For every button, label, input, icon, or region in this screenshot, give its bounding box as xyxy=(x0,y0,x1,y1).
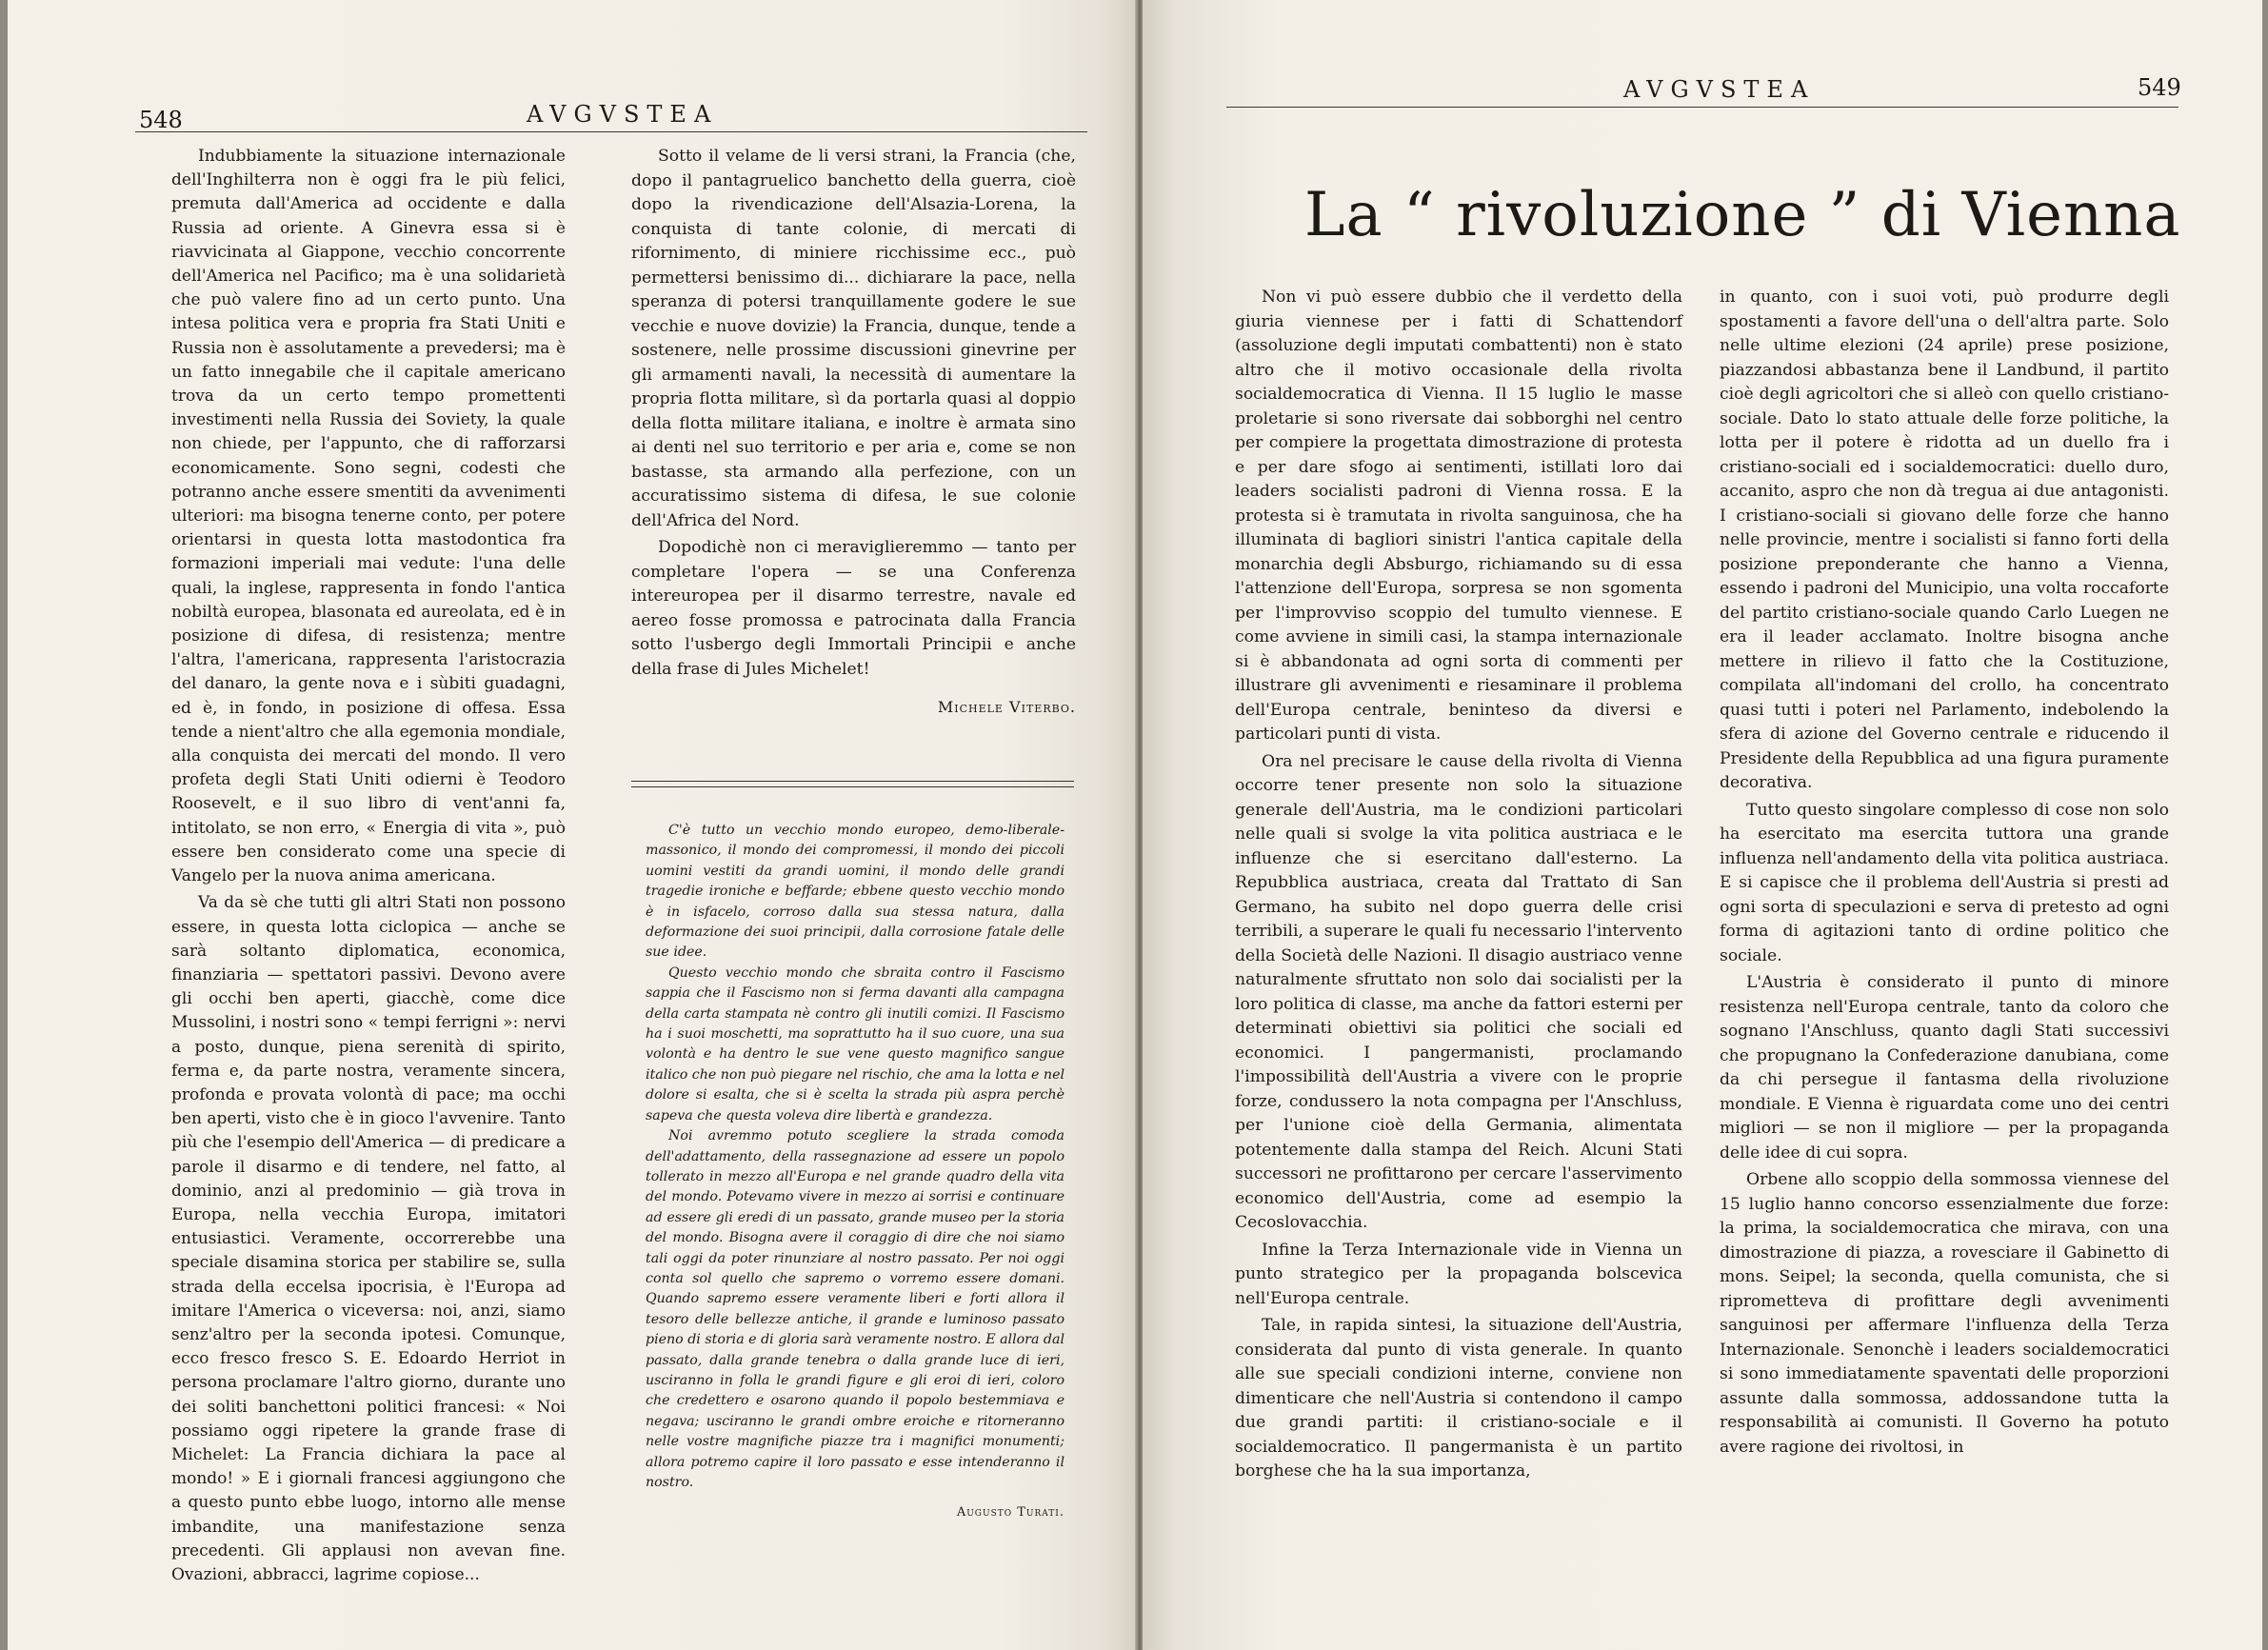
right-column-2 xyxy=(1720,286,2169,1460)
article-title: La “ rivoluzione ” di Vienna xyxy=(1304,180,2181,250)
italic-quote-block xyxy=(646,821,1064,1523)
paragraph: Infine la Terza Internazionale vide in Vienna un punto strategico per la propaganda bolscevica nell'Europa centrale. xyxy=(1235,1240,1682,1308)
paragraph: Sotto il velame de li versi strani, la Francia (che, dopo il pantagruelico banchetto della guerra, cioè dopo la rivendicazione dell'Alsazia-Lorena, la conquista di tante colonie, di mercati di rifornimento, di miniere ricchissime ecc., può permettersi benissimo di... dichiarare la pace, nella speranza di potersi tranquillamente godere le sue vecchie e nuove dovizie) la Francia, dunque, tende a sostenere, nelle prossime discussioni ginevrine per gli armamenti navali, la necessità di aumentare la propria flotta militare, sì da portarla quasi al doppio della flotta militare italiana, e inoltre è armata sino ai denti nel suo territorio e per aria e, come se non bastasse, sta armando alla perfezione, con un accuratissimo sistema di difesa, le sue colonie dell'Africa del Nord. xyxy=(631,147,1076,530)
left-column-1 xyxy=(171,145,566,1587)
quote-paragraph: Questo vecchio mondo che sbraita contro il Fascismo sappia che il Fascismo non si ferma davanti alla campagna della carta stampata nè contro gli inutili comizi. Il Fascismo ha i suoi moschetti, ma soprattutto ha il suo cuore, una sua volontà e ha dentro le sue vene questo magnifico sangue italico che non può piegare nel rischio, che ama la lotta e nel dolore si esalta, che si è scelta la strada più aspra perchè sapeva che questa voleva dire libertà e grandezza. xyxy=(646,964,1064,1123)
right-column-1 xyxy=(1235,286,1682,1484)
divider-rule xyxy=(631,781,1074,782)
paragraph: in quanto, con i suoi voti, può produrre degli spostamenti a favore dell'una o dell'altra parte. Solo nelle ultime elezioni (24 aprile) prese posizione, piazzandosi abbastanza bene il Landbund, il partito cioè degli agricoltori che si alleò con quello cristiano-sociale. Dato lo stato attuale delle forze politiche, la lotta per il potere è ridotta ad un duello fra i cristiano-sociali ed i socialdemocratici: duello duro, accanito, aspro che non dà tregua ai due antagonisti. I cristiano-sociali si giovano delle forze che hanno nelle provincie, mentre i socialisti si fanno forti della posizione preponderante che hanno a Vienna, essendo i padroni del Municipio, una volta roccaforte del partito cristiano-sociale quando Carlo Luegen ne era il leader acclamato. Inoltre bisogna anche mettere in rilievo il fatto che la Costituzione, compilata all'indomani del crollo, ha concentrato quasi tutti i poteri nel Parlamento, indebolendo la sfera di azione del Governo centrale e riducendo il Presidente della Repubblica ad una figura puramente decorativa. xyxy=(1720,288,2169,792)
quote-paragraph: Noi avremmo potuto scegliere la strada comoda dell'adattamento, della rassegnazione ad essere un popolo tollerato in mezzo all'Europa e nel grande quadro della vita del mondo. Potevamo vivere in mezzo ai sorrisi e continuare ad essere gli eredi di un passato, grande museo per la storia del mondo. Bisogna avere il coraggio di dire che noi siamo tali oggi da poter rinunziare al nostro passato. Per noi oggi conta sol quello che sapremo o vorremo essere domani. Quando sapremo essere veramente liberi e forti allora il tesoro delle bellezze antiche, il grande e luminoso passato pieno di storia e di gloria sarà veramente nostro. E allora dal passato, dalla grande tenebra o dalla grande luce di ieri, usciranno in folla le grandi figure e gli eroi di ieri, coloro che credettero e osarono quando il popolo bestemmiava e negava; usciranno le grandi ombre eroiche e ritorneranno nelle vostre magnifiche piazze tra i magnifici monumenti; allora potremo capire il loro passato e esse intenderanno il nostro. xyxy=(646,1128,1064,1490)
paragraph: Tutto questo singolare complesso di cose non solo ha esercitato ma esercita tuttora una grande influenza nell'andamento della vita politica austriaca. E si capisce che il problema dell'Austria si presti ad ogni sorta di speculazioni e serva di pretesto ad ogni forma di agitazioni tanto di ordine politico che sociale. xyxy=(1720,800,2169,965)
running-head: AVGVSTEA xyxy=(1623,76,1816,103)
quote-signature: Augusto Turati. xyxy=(956,1505,1064,1521)
paragraph: L'Austria è considerato il punto di minore resistenza nell'Europa centrale, tanto da coloro che sognano l'Anschluss, quanto dagli Stati successivi che propugnano la Confederazione danubiana, come da chi persegue il fantasma della rivoluzione mondiale. E Vienna è riguardata come uno dei centri migliori — se non il migliore — per la propaganda delle idee di cui sopra. xyxy=(1720,973,2169,1163)
paragraph: Dopodichè non ci meraviglieremmo — tanto per completare l'opera — se una Conferenza intereuropea per il disarmo terrestre, navale ed aereo fosse promossa e patrocinata dalla Francia sotto l'usbergo degli Immortali Principii e anche della frase di Jules Michelet! xyxy=(631,538,1076,679)
paragraph: Orbene allo scoppio della sommossa viennese del 15 luglio hanno concorso essenzialmente due forze: la prima, la socialdemocratica che mirava, con una dimostrazione di piazza, a rovesciare il Gabinetto di mons. Seipel; la seconda, quella comunista, che si riprometteva di profittare degli avvenimenti sanguinosi per affermare l'influenza della Terza Internazionale. Senonchè i leaders socialdemocratici si sono immediatamente spaventati delle proporzioni assunte dalla sommossa, addossandone tutta la responsabilità ai comunisti. Il Governo ha potuto avere ragione dei rivoltosi, in xyxy=(1720,1170,2169,1457)
left-page xyxy=(8,0,1137,1650)
header-rule xyxy=(1226,107,2178,108)
paragraph: Ora nel precisare le cause della rivolta di Vienna occorre tener presente non solo la situazione generale dell'Austria, ma le condizioni particolari nelle quali si svolge la vita politica austriaca e le influenze che si esercitano dall'esterno. La Repubblica austriaca, creata dal Trattato di San Germano, ha subito nel dopo guerra delle crisi terribili, a superare le quali fu necessario l'intervento della Società delle Nazioni. Il disagio austriaco venne naturalmente sfruttato non solo dai socialisti per la loro politica di classe, ma anche da fattori esterni per determinati obiettivi sia politici che sociali ed economici. I pangermanisti, proclamando l'impossibilità dell'Austria a vivere con le proprie forze, condussero la nota compagna per l'Anschluss, per l'unione cioè della Germania, alimentata potentemente dalla stampa del Reich. Alcuni Stati successori ne profittarono per cercare l'asservimento economico dell'Austria, come ad esempio la Cecoslovacchia. xyxy=(1235,751,1682,1232)
header-rule xyxy=(135,131,1087,132)
paragraph: Indubbiamente la situazione internazionale dell'Inghilterra non è oggi fra le più felici, premuta dall'America ad occidente e dalla Russia ad oriente. A Ginevra essa si è riavvicinata al Giappone, vecchio concorrente dell'America nel Pacifico; ma è una solidarietà che può valere fino ad un certo punto. Una intesa politica vera e propria fra Stati Uniti e Russia non è assolutamente a prevedersi; ma è un fatto innegabile che il capitale americano trova da un certo tempo promettenti investimenti nella Russia dei Soviety, la quale non chiede, per l'appunto, che di rafforzarsi economicamente. Sono segni, codesti che potranno anche essere smentiti da avvenimenti ulteriori: ma bisogna tenerne conto, per potere orientarsi in questa lotta mastodontica fra formazioni imperiali mai vedute: l'una delle quali, la inglese, rappresenta in fondo l'antica nobiltà europea, blasonata ed aureolata, ed è in posizione di difesa, di resistenza; mentre l'altra, l'americana, rappresenta l'aristocrazia del danaro, la gente nova e i sùbiti guadagni, ed è, in fondo, in posizione di offesa. Essa tende a nient'altro che alla egemonia mondiale, alla conquista dei mercati del mondo. Il vero profeta degli Stati Uniti odierni è Teodoro Roosevelt, e il suo libro di vent'anni fa, intitolato, se non erro, « Energia di vita », può essere ben considerato come una specie di Vangelo per la nuova anima americana. xyxy=(171,147,566,886)
paragraph: Va da sè che tutti gli altri Stati non possono essere, in questa lotta ciclopica — anche se sarà soltanto diplomatica, economica, finanziaria — spettatori passivi. Devono avere gli occhi ben aperti, giacchè, come dice Mussolini, i nostri sono « tempi ferrigni »: nervi a posto, dunque, piena serenità di spirito, ferma e, da parte nostra, veramente sincera, profonda e provata volontà di pace; ma occhi ben aperti, visto che è in gioco l'avvenire. Tanto più che l'esempio dell'America — di predicare a parole il disarmo e di tendere, nel fatto, al dominio, anzi al predominio — già trova in Europa, nella vecchia Europa, imitatori entusiastici. Veramente, occorrerebbe una speciale disamina storica per stabilire se, sulla strada della eccelsa ipocrisia, è l'Europa ad imitare l'America o viceversa: noi, anzi, siamo senz'altro per la seconda ipotesi. Comunque, ecco fresco fresco S. E. Edoardo Herriot in persona proclamare l'altro giorno, durante uno dei soliti banchettoni politici francesi: « Noi possiamo oggi ripetere la grande frase di Michelet: La Francia dichiara la pace al mondo! » E i giornali francesi aggiungono che a questo punto ebbe luogo, intorno alle mense imbandite, una manifestazione senza precedenti. Gli applausi non avevan fine. Ovazioni, abbracci, lagrime copiose... xyxy=(171,893,566,1584)
page-number: 549 xyxy=(2138,74,2181,101)
quote-paragraph: C'è tutto un vecchio mondo europeo, demo-liberale-massonico, il mondo dei compromessi, il mondo dei piccoli uomini vestiti da grandi uomini, il mondo delle grandi tragedie ironiche e beffarde; ebbene questo vecchio mondo è in isfacelo, corroso dalla sua stessa natura, dalla deformazione dei suoi principii, dalla corrosione fatale delle sue idee. xyxy=(646,823,1064,961)
paragraph: Non vi può essere dubbio che il verdetto della giuria viennese per i fatti di Schattendorf (assoluzione degli imputati combattenti) non è stato altro che il motivo occasionale della rivolta socialdemocratica di Vienna. Il 15 luglio le masse proletarie si sono riversate dai sobborghi nel centro per compiere la progettata dimostrazione di protesta e per dare sfogo ai sentimenti, istillati loro dai leaders socialisti padroni di Vienna rossa. E la protesta si è tramutata in rivolta sanguinosa, che ha illuminata di bagliori sinistri l'antica capitale della monarchia degli Absburgo, richiamando su di essa l'attenzione dell'Europa, sorpresa se non sgomenta per l'improvviso scoppio del tumulto viennese. E come avviene in simili casi, la stampa internazionale si è abbandonata ad ogni sorta di commenti per illustrare gli avvenimenti e riesaminare il problema dell'Europa centrale, beninteso da diversi e particolari punti di vista. xyxy=(1235,288,1682,744)
left-column-2 xyxy=(631,145,1076,720)
running-head: AVGVSTEA xyxy=(527,101,719,128)
divider-rule xyxy=(631,786,1074,787)
author-signature: Michele Viterbo. xyxy=(937,698,1076,716)
page-number: 548 xyxy=(139,107,183,133)
paragraph: Tale, in rapida sintesi, la situazione dell'Austria, considerata dal punto di vista generale. In quanto alle sue speciali condizioni interne, conviene non dimenticare che nell'Austria si contendono il campo due grandi partiti: il cristiano-sociale e il socialdemocratico. Il pangermanista è un partito borghese che ha la sua importanza, xyxy=(1235,1316,1682,1481)
